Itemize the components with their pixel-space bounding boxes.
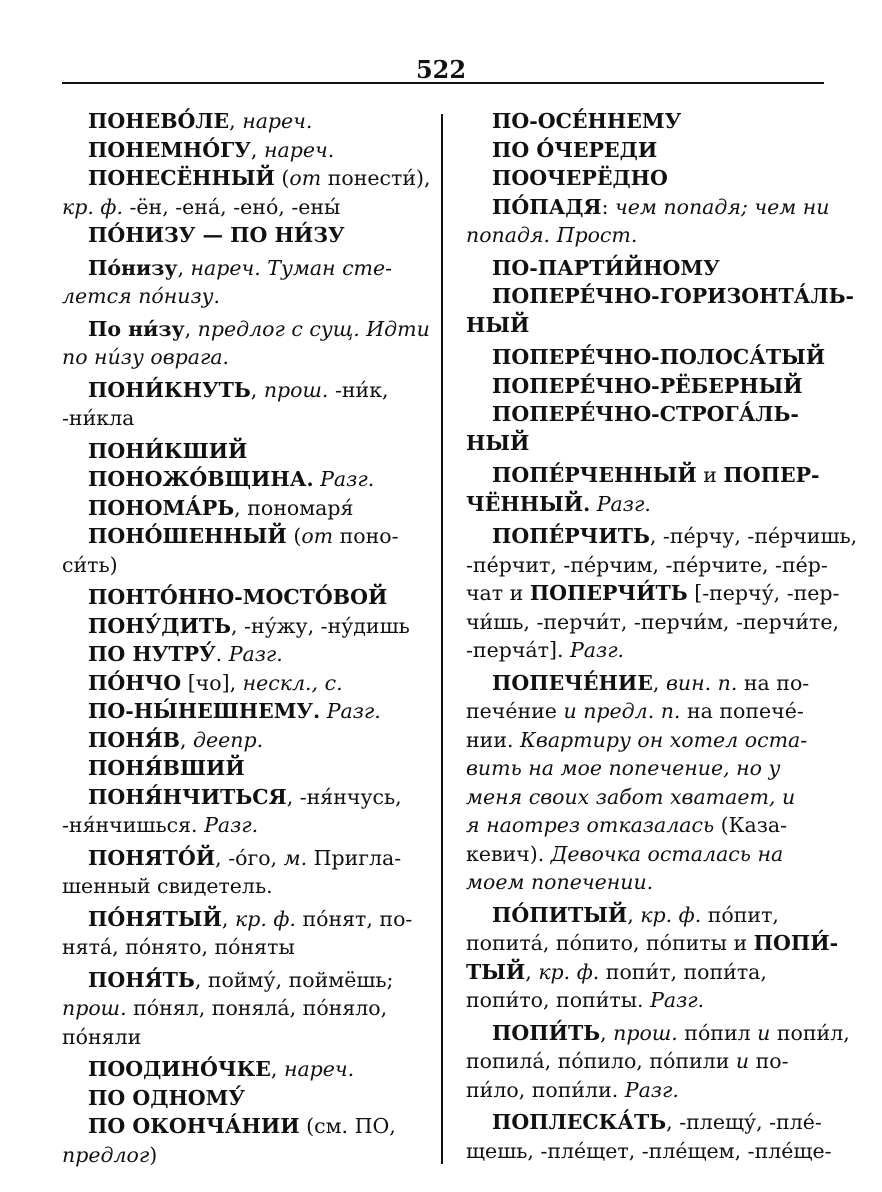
headword: НЫЙ (466, 312, 530, 337)
headword: ПО́НЯТЫЙ (88, 906, 222, 931)
entry-text: по́нят, по- (295, 906, 413, 931)
dictionary-line (466, 986, 820, 1015)
entry-text: , -ня́нчусь, (286, 784, 402, 809)
entry-text: , (627, 902, 641, 927)
dictionary-line (466, 254, 820, 283)
dictionary-line (466, 901, 820, 930)
dictionary-line (62, 905, 414, 934)
entry-text: попи́т, попи́та, (599, 959, 767, 984)
italic-note: Квартиру он хотел оста- (520, 727, 808, 752)
headword: ТЫЙ (466, 959, 526, 984)
entry-text: попита́, по́пито, по́питы и (466, 931, 754, 955)
italic-note: Разг. (624, 1077, 679, 1102)
dictionary-line (62, 1055, 414, 1084)
headword: ПОНЯ́ВШИЙ (88, 756, 245, 780)
dictionary-line (466, 136, 820, 165)
entry-text: попи́то, попи́ты. (466, 988, 651, 1012)
dictionary-line (466, 221, 820, 250)
dictionary-line (466, 429, 820, 458)
header-rule (62, 82, 824, 84)
entry-text: , (652, 670, 666, 695)
dictionary-line (466, 783, 820, 812)
entry-text: нята́, по́нято, по́няты (62, 935, 295, 959)
dictionary-line (466, 840, 820, 869)
dictionary-line (62, 404, 414, 433)
entry-text: поно- (333, 524, 399, 548)
headword: ПОНОЖО́ВЩИНА. (88, 467, 314, 491)
headword: ПО-ОСЕ́ННЕМУ (492, 109, 682, 133)
dictionary-line (466, 579, 840, 608)
right-column (466, 107, 858, 1165)
italic-note: нареч. (242, 109, 313, 133)
dictionary-line (466, 400, 820, 429)
italic-note: от (289, 166, 322, 190)
entry-text: (Каза- (714, 813, 788, 837)
headword: ПОНТО́ННО-МОСТО́ВОЙ (88, 585, 388, 609)
dictionary-line (466, 669, 820, 698)
dictionary-line (466, 372, 820, 401)
headword: ПО-ПАРТИ́ЙНОМУ (492, 255, 720, 280)
dictionary-line (62, 282, 414, 311)
headword: ПОПЕЧЕ́НИЕ (492, 670, 653, 695)
headword: ПОНИ́КШИЙ (88, 438, 248, 463)
entry-text: , -о́го, (215, 845, 284, 870)
dictionary-line (62, 315, 430, 344)
dictionary-line (62, 254, 414, 283)
dictionary-line (62, 994, 414, 1023)
entry-text: шенный свидетель. (62, 874, 273, 898)
dictionary-line (62, 1023, 414, 1052)
entry-text: по́пил (677, 1020, 758, 1045)
entry-text: , (525, 959, 539, 984)
headword: ПО НУТРУ́ (88, 642, 216, 666)
entry-text: -ни́кла (62, 406, 135, 430)
entry-text: ) (149, 1142, 158, 1167)
entry-text: -ня́нчишься. (62, 813, 205, 837)
dictionary-line (62, 697, 414, 726)
headword: ПО ОДНОМУ́ (88, 1085, 245, 1110)
entry-text: [-перчу́, -пер- (687, 581, 840, 605)
headword: ПООЧЕРЁДНО (492, 166, 668, 190)
headword: ПОНЕСЁННЫЙ (88, 166, 275, 190)
headword: ПОПИ́ТЬ (492, 1020, 601, 1045)
headword: ПОНОМА́РЬ (88, 495, 235, 520)
entry-text: , (184, 316, 198, 341)
entry-text: по́няли (62, 1024, 142, 1049)
entry-text: , (221, 906, 235, 931)
dictionary-line (62, 811, 414, 840)
headword: ПОНЕМНО́ГУ (88, 137, 251, 162)
italic-note: предлог с сущ. Идти (197, 316, 430, 341)
dictionary-line (62, 726, 414, 755)
dictionary-line (466, 164, 820, 193)
italic-note: Девочка осталась на (550, 841, 784, 866)
dictionary-line (466, 461, 820, 490)
italic-note: Разг. (204, 813, 259, 837)
italic-note: чем попадя; чем ни (615, 194, 830, 219)
dictionary-line (62, 669, 414, 698)
dictionary-line (62, 522, 414, 551)
entry-text: , (250, 137, 264, 162)
italic-note: Разг. (228, 642, 283, 666)
dictionary-line (466, 551, 828, 580)
dictionary-line (466, 490, 820, 519)
headword: ПОПЕР- (723, 463, 820, 487)
headword: ПОПЕРЕ́ЧНО-ПОЛОСА́ТЫЙ (492, 345, 826, 369)
dictionary-line (62, 376, 414, 405)
dictionary-line (466, 311, 820, 340)
dictionary-line (62, 193, 414, 222)
italic-note: Разг. (650, 988, 705, 1012)
headword: ПОНЯ́ТЬ (88, 967, 195, 992)
entry-text: , -пе́рчу, -пе́рчишь, (649, 524, 858, 548)
italic-note: деепр. (193, 727, 264, 752)
italic-note: Разг. (570, 638, 625, 662)
dictionary-line (62, 754, 414, 783)
italic-note: предлог (62, 1142, 150, 1167)
entry-text: кевич). (466, 841, 551, 866)
entry-text: , (250, 377, 264, 402)
dictionary-line (62, 136, 414, 165)
dictionary-line (62, 612, 414, 641)
italic-note: вить на мое попечение, но у (466, 756, 781, 780)
entry-text: ( (274, 166, 290, 190)
italic-note: и (757, 1020, 771, 1045)
dictionary-line (466, 958, 820, 987)
dictionary-line (466, 726, 820, 755)
italic-note: от (301, 524, 334, 548)
dictionary-line (466, 1076, 820, 1105)
italic-note: прош. (62, 996, 127, 1020)
entry-text: и (696, 463, 724, 487)
dictionary-line (62, 1084, 414, 1113)
entry-text: , -ну́жу, -ну́дишь (231, 613, 410, 638)
italic-note: прош. (263, 377, 329, 402)
entry-text: на попече́- (680, 699, 804, 723)
headword: ПОПИ́- (753, 931, 839, 955)
italic-note: лется по́низу. (62, 284, 221, 308)
italic-note: кр. ф. (62, 194, 123, 219)
italic-note: попадя. Прост. (466, 223, 638, 247)
italic-note: и предл. п. (563, 699, 681, 723)
italic-note: кр. ф. (234, 906, 296, 931)
entry-text: : (601, 194, 616, 219)
dictionary-line (62, 933, 414, 962)
dictionary-line (466, 697, 820, 726)
italic-note: нареч. Туман сте- (190, 255, 393, 280)
entry-text: на по- (737, 670, 810, 695)
dictionary-line (466, 282, 855, 311)
headword: ПОПЕРЕ́ЧНО-РЁБЕРНЫЙ (492, 373, 803, 398)
headword: ПОПЛЕСКА́ТЬ (492, 1110, 667, 1134)
italic-note: вин. п. (665, 670, 738, 695)
dictionary-line (62, 164, 431, 193)
italic-note: прош. (613, 1020, 678, 1045)
headword: ПОНУ́ДИТЬ (88, 613, 231, 638)
headword: НЫЙ (466, 430, 530, 455)
dictionary-line (466, 868, 820, 897)
dictionary-line (62, 966, 414, 995)
entry-text: пече́ние (466, 699, 564, 723)
entry-text: попи́л, (770, 1020, 850, 1045)
dictionary-line (62, 107, 414, 136)
entry-text: по- (749, 1049, 789, 1073)
headword: ПОПЕРЧИ́ТЬ (529, 581, 688, 605)
entry-text: по́нял, поняла́, по́няло, (126, 996, 388, 1020)
entry-text: пи́ло, попи́ли. (466, 1077, 625, 1102)
italic-note: Разг. (320, 467, 375, 491)
dictionary-line (466, 1019, 850, 1048)
dictionary-line (466, 107, 820, 136)
entry-text: -ён, -ена́, -ено́, -ены́ (122, 194, 341, 219)
italic-note: Разг. (596, 491, 651, 516)
italic-note: моем попечении. (466, 870, 654, 894)
italic-note: меня своих забот хватает, и (466, 784, 796, 809)
dictionary-line (62, 465, 414, 494)
entry-text: , пойму́, поймёшь; (194, 967, 394, 992)
dictionary-line (466, 754, 820, 783)
dictionary-line (62, 494, 414, 523)
entry-text: щешь, -пле́щет, -пле́щем, -пле́ще- (466, 1138, 832, 1163)
headword: ПООДИНО́ЧКЕ (88, 1057, 271, 1081)
page-number: 522 (415, 55, 467, 84)
headword: ПОНИ́КНУТЬ (88, 377, 251, 402)
headword: ПОНЯТО́Й (88, 845, 216, 870)
dictionary-line (62, 1141, 414, 1170)
italic-note: нареч. (283, 1057, 355, 1081)
entry-text: , (177, 255, 191, 280)
headword: ПО О́ЧЕРЕДИ (492, 137, 658, 162)
entry-text: , пономаря́ (234, 495, 354, 520)
dictionary-line (466, 929, 839, 958)
dictionary-line (62, 221, 414, 250)
column-divider (441, 114, 443, 1164)
dictionary-line (62, 783, 414, 812)
dictionary-line (62, 437, 414, 466)
dictionary-line (62, 583, 414, 612)
entry-text: , (180, 727, 194, 752)
dictionary-line (466, 1047, 820, 1076)
dictionary-line (466, 1137, 832, 1166)
entry-text: , -плещу́, -пле́- (666, 1110, 822, 1134)
headword: ПО́ПИТЫЙ (492, 902, 628, 927)
headword: ПОПЕРЕ́ЧНО-ГОРИЗОНТА́ЛЬ- (492, 284, 855, 308)
entry-text: (см. ПО, (299, 1114, 396, 1138)
dictionary-line (466, 193, 830, 222)
italic-note: по ни́зу оврага. (62, 345, 230, 369)
italic-note: я наотрез отказалась (466, 813, 715, 837)
dictionary-line (62, 1112, 414, 1141)
dictionary-line (466, 522, 858, 551)
entry-text: понести́), (321, 166, 431, 190)
entry-text: нии. (466, 727, 521, 752)
headword: ПОНЕВО́ЛЕ (88, 109, 230, 133)
italic-note: Разг. (326, 699, 381, 723)
headword: По ни́зу (88, 316, 185, 341)
entry-text: -пе́рчит, -пе́рчим, -пе́рчите, -пе́р- (466, 552, 828, 577)
headword: ЧЁННЫЙ. (466, 491, 591, 516)
entry-text: Пригла- (307, 845, 402, 870)
left-column (62, 107, 431, 1169)
italic-note: кр. ф. (640, 902, 702, 927)
headword: ПОНЯ́В (88, 727, 180, 752)
italic-note: нареч. (263, 137, 335, 162)
entry-text: си́ть) (62, 552, 118, 577)
entry-text: попила́, по́пило, по́пили (466, 1049, 736, 1073)
headword: ПО́ПАДЯ (492, 194, 602, 219)
dictionary-line (466, 608, 839, 637)
headword: ПОПЕ́РЧИТЬ (492, 524, 650, 548)
entry-text: -ни́к, (328, 377, 389, 402)
headword: ПОНЯ́НЧИТЬСЯ (88, 784, 287, 809)
headword: ПО́НИЗУ — ПО НИ́ЗУ (88, 223, 345, 247)
headword: По́низу (88, 255, 178, 280)
headword: ПОНО́ШЕННЫЙ (88, 524, 287, 548)
entry-text: чи́шь, -перчи́т, -перчи́м, -перчи́те, (466, 609, 839, 634)
entry-text: чат и (466, 581, 530, 605)
dictionary-line (466, 1108, 820, 1137)
dictionary-line (466, 811, 820, 840)
headword: ПОПЕ́РЧЕННЫЙ (492, 463, 697, 487)
entry-text: по́пит, (701, 902, 779, 927)
headword: ПОПЕРЕ́ЧНО-СТРОГА́ЛЬ- (492, 402, 799, 426)
dictionary-line (62, 844, 414, 873)
entry-text: , (270, 1057, 284, 1081)
italic-note: нескл., с. (242, 670, 343, 695)
dictionary-line (62, 640, 414, 669)
entry-text: [чо], (181, 670, 243, 695)
dictionary-line (466, 343, 826, 372)
dictionary-line (466, 636, 820, 665)
entry-text: , (229, 109, 243, 133)
headword: ПО ОКОНЧА́НИИ (88, 1114, 300, 1138)
dictionary-line (62, 343, 414, 372)
dictionary-line (62, 551, 414, 580)
dictionary-line (62, 872, 414, 901)
entry-text: ( (286, 524, 302, 548)
italic-note: и (735, 1049, 750, 1073)
entry-text: , (600, 1020, 614, 1045)
headword: ПО-НЫ́НЕШНЕМУ. (88, 699, 321, 723)
headword: ПО́НЧО (88, 670, 182, 695)
entry-text: . (215, 642, 229, 666)
italic-note: м. (283, 845, 308, 870)
italic-note: кр. ф. (538, 959, 600, 984)
entry-text: -перча́т]. (466, 638, 570, 662)
